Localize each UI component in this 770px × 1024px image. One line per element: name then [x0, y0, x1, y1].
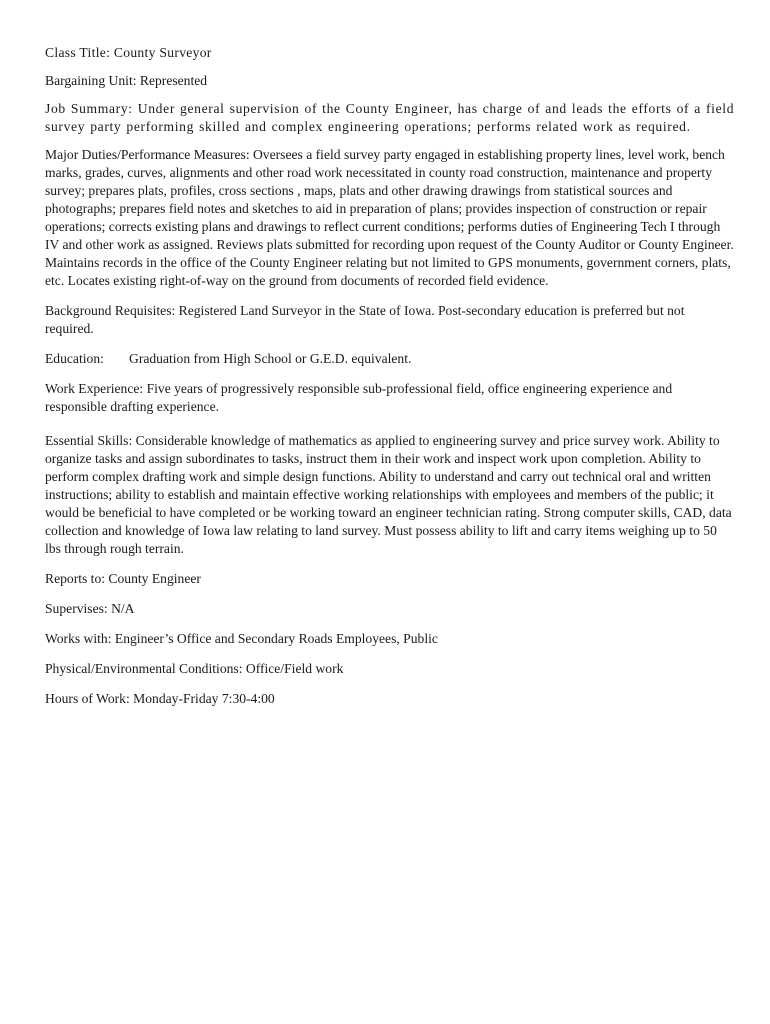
works-with: Works with: Engineer’s Office and Secondary Roads Employees, Public — [45, 631, 438, 646]
education — [45, 350, 735, 368]
major-duties: Major Duties/Performance Measures: Oversees a field survey party engaged in establishing property lines, level work, bench marks, grades, curves, alignments and other road work necessitated in county road construction, maintenance and property survey; prepares plats, profiles, cross sections , maps, plats and other drawing drawings from statistical sources and photographs; prepares field notes and sketches to aid in preparation of plans; provides inspection of construction or repair operations; corrects existing plans and drawings to reflect current conditions; performs duties of Engineering Tech I through IV and other work as assigned. Reviews plats submitted for recording upon request of the County Auditor or County Engineer. Maintains records in the office of the County Engineer relating but not limited to GPS monuments, government corners, plats, etc. Locates existing right-of-way on the ground from documents of recorded field evidence. — [45, 147, 734, 288]
bargaining-unit: Bargaining Unit: Represented — [45, 73, 208, 88]
supervises: Supervises: N/A — [45, 601, 135, 616]
hours-of-work: Hours of Work: Monday-Friday 7:30-4:00 — [45, 691, 275, 706]
class-title: Class Title: County Surveyor — [45, 45, 212, 60]
education-value: Graduation from High School or G.E.D. equivalent. — [129, 351, 412, 366]
document-page — [45, 44, 735, 720]
essential-skills: Essential Skills: Considerable knowledge of mathematics as applied to engineering survey and price survey work. Ability to organize tasks and assign subordinates to tasks, instruct them in their work and inspect work upon completion. Ability to perform complex drafting work and simple design functions. Ability to understand and carry out technical oral and written instructions; ability to establish and maintain effective working relationships with employees and members of the public; it would be beneficial to have completed or be working toward an engineer technician rating. Strong computer skills, CAD, data collection and knowledge of Iowa law relating to land survey. Must possess ability to lift and carry items weighing up to 50 lbs through rough terrain. — [45, 433, 732, 556]
physical-conditions: Physical/Environmental Conditions: Office/Field work — [45, 661, 344, 676]
background-requisites: Background Requisites: Registered Land Surveyor in the State of Iowa. Post-secondary education is preferred but not required. — [45, 303, 685, 336]
reports-to: Reports to: County Engineer — [45, 571, 201, 586]
work-experience: Work Experience: Five years of progressively responsible sub-professional field, office engineering experience and responsible drafting experience. — [45, 381, 673, 414]
job-summary: Job Summary: Under general supervision of the County Engineer, has charge of and leads the efforts of a field survey party performing skilled and complex engineering operations; performs related work as required. — [45, 101, 735, 134]
education-label: Education: — [45, 351, 104, 366]
